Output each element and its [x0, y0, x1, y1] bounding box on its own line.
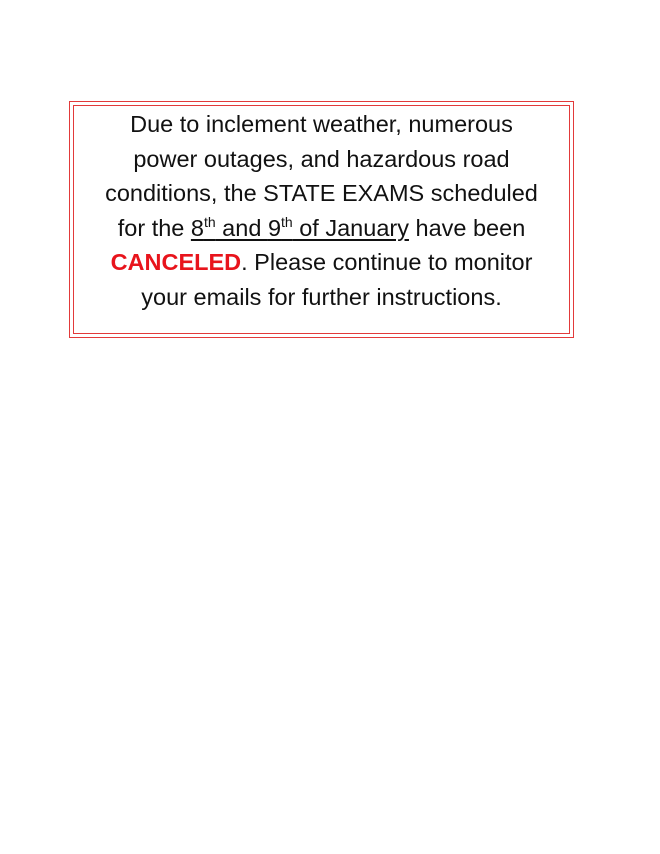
notice-text — [70, 107, 573, 314]
notice-line-4 — [70, 211, 573, 246]
and-text: and — [215, 214, 268, 241]
notice-line-2: power outages, and hazardous road — [133, 145, 510, 172]
notice-line-6: your emails for further instructions. — [141, 283, 502, 310]
status-canceled: CANCELED — [110, 249, 242, 275]
notice-line-5 — [70, 245, 573, 280]
line5-rest: . Please continue to monitor — [241, 249, 533, 275]
notice-line-1: Due to inclement weather, numerous — [130, 111, 513, 137]
date-1-day: 8 — [190, 214, 204, 241]
line4-suffix: have been — [408, 214, 526, 241]
notice-line-3: conditions, the STATE EXAMS scheduled — [105, 180, 538, 206]
line4-prefix: for the — [117, 214, 191, 241]
date-2-day: 9 — [267, 214, 282, 241]
exam-dates — [191, 215, 409, 241]
notice-box — [69, 101, 574, 338]
date-1-suffix: th — [203, 213, 216, 230]
month-text: of January — [292, 214, 409, 241]
date-2-suffix: th — [281, 213, 293, 230]
